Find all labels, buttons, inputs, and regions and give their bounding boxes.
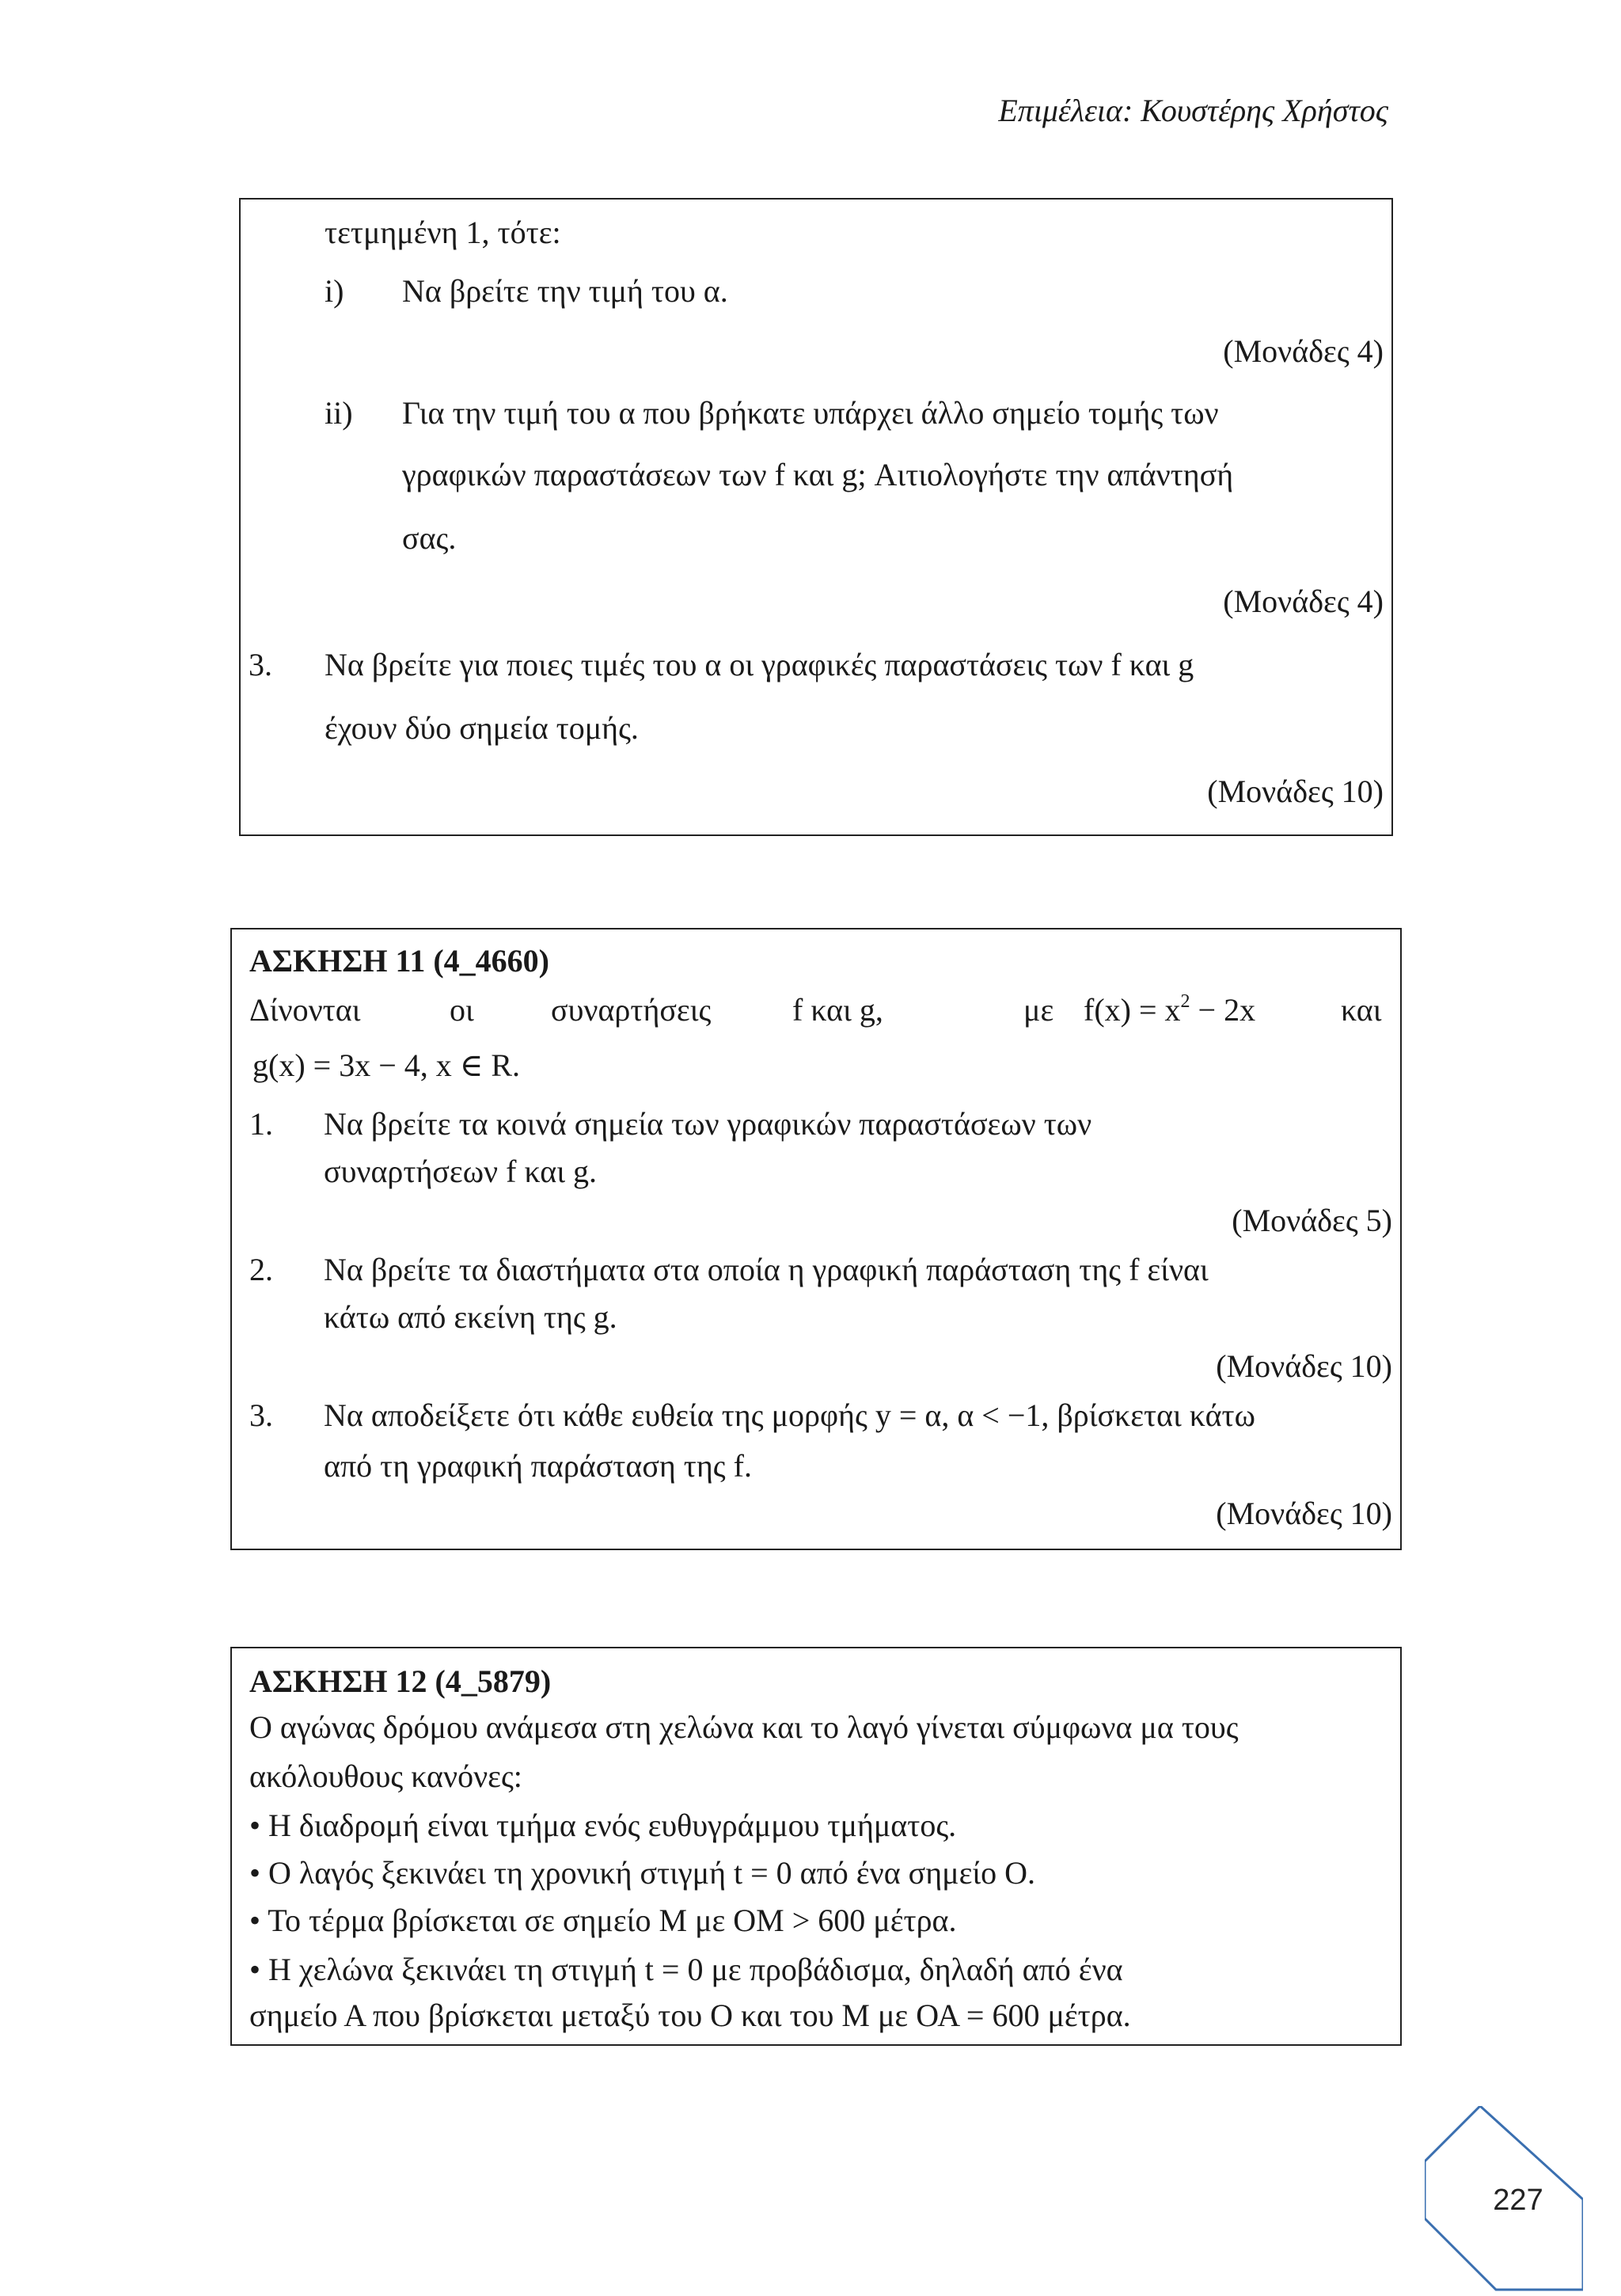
question-2-line1: Να βρείτε τα διαστήματα στα οποία η γραφική παράσταση της f είναι (324, 1252, 1209, 1287)
question-3-points: (Μονάδες 10) (1216, 1496, 1392, 1531)
exercise-continuation-box (239, 198, 1393, 836)
bullet-icon: • (249, 1808, 261, 1843)
exponent: 2 (1180, 991, 1190, 1013)
question-3-line2: από τη γραφική παράσταση της f. (324, 1448, 752, 1484)
question-2-number: 2. (249, 1252, 273, 1287)
bullet-2: • Ο λαγός ξεκινάει τη χρονική στιγμή t = 0 από ένα σημείο Ο. (249, 1855, 1036, 1891)
bullet-4-continuation: σημείο Α που βρίσκεται μεταξύ του Ο και του Μ με ΟΑ = 600 μέτρα. (249, 1998, 1131, 2033)
page-number: 227 (1493, 2184, 1543, 2217)
question-3-line1: Να αποδείξετε ότι κάθε ευθεία της μορφής y = α, α < −1, βρίσκεται κάτω (324, 1397, 1255, 1433)
question-1-line1: Να βρείτε τα κοινά σημεία των γραφικών παραστάσεων των (324, 1106, 1092, 1142)
subquestion-ii-line2: γραφικών παραστάσεων των f και g; Αιτιολογήστε την απάντησή (402, 457, 1234, 492)
question-2-points: (Μονάδες 10) (1216, 1348, 1392, 1384)
bullet-icon: • (249, 1855, 261, 1891)
subquestion-ii-line1: Για την τιμή του α που βρήκατε υπάρχει άλλο σημείο τομής των (402, 395, 1219, 431)
bullet-3: • Το τέρμα βρίσκεται σε σημείο Μ με ΟΜ > 600 μέτρα. (249, 1903, 957, 1938)
exercise-11-box (230, 928, 1402, 1550)
paragraph-line1: Ο αγώνας δρόμου ανάμεσα στη χελώνα και το λαγό γίνεται σύμφωνα μα τους (249, 1709, 1239, 1745)
subquestion-ii-number: ii) (325, 395, 353, 431)
exercise-12-title: ΑΣΚΗΣΗ 12 (4_5879) (249, 1663, 552, 1699)
intro-word-given: Δίνονται (249, 992, 361, 1028)
exercise-11-title: ΑΣΚΗΣΗ 11 (4_4660) (249, 943, 549, 979)
question-2-line2: κάτω από εκείνη της g. (324, 1299, 617, 1335)
exercise-12-box (230, 1647, 1402, 2046)
bullet-1: • Η διαδρομή είναι τμήμα ενός ευθυγράμμου τμήματος. (249, 1808, 957, 1843)
question-3-number: 3. (249, 647, 272, 682)
subquestion-i-text: Να βρείτε την τιμή του α. (402, 273, 728, 309)
subquestion-i-points: (Μονάδες 4) (1223, 333, 1384, 369)
question-3-line2: έχουν δύο σημεία τομής. (325, 710, 639, 746)
bullet-icon: • (249, 1903, 261, 1938)
question-3-number: 3. (249, 1397, 273, 1433)
question-3-points: (Μονάδες 10) (1207, 774, 1384, 809)
intro-word-with: με (1023, 992, 1054, 1028)
subquestion-ii-points: (Μονάδες 4) (1223, 584, 1384, 619)
intro-word-and: και (1341, 992, 1382, 1028)
subquestion-i-number: i) (325, 273, 344, 309)
author-header: Επιμέλεια: Κουστέρης Χρήστος (998, 93, 1388, 128)
intro-word-the: οι (450, 992, 474, 1028)
intro-functions-names: f και g, (792, 992, 883, 1028)
paragraph-line2: ακόλουθους κανόνες: (249, 1758, 522, 1794)
formula-g: g(x) = 3x − 4, x ∈ R. (252, 1047, 521, 1083)
question-1-number: 1. (249, 1106, 273, 1142)
question-1-line2: συναρτήσεων f και g. (324, 1154, 597, 1189)
subquestion-ii-line3: σας. (402, 520, 457, 556)
intro-word-functions: συναρτήσεις (551, 992, 712, 1028)
question-1-points: (Μονάδες 5) (1232, 1203, 1392, 1238)
formula-f: $f(x) = x^2 - 2x$ (1084, 991, 1256, 1028)
bullet-4: • Η χελώνα ξεκινάει τη στιγμή t = 0 με προβάδισμα, δηλαδή από ένα (249, 1952, 1123, 1987)
question-3-line1: Να βρείτε για ποιες τιμές του α οι γραφικές παραστάσεις των f και g (325, 647, 1194, 682)
intro-text: τετμημένη 1, τότε: (325, 215, 561, 250)
bullet-icon: • (249, 1952, 261, 1987)
